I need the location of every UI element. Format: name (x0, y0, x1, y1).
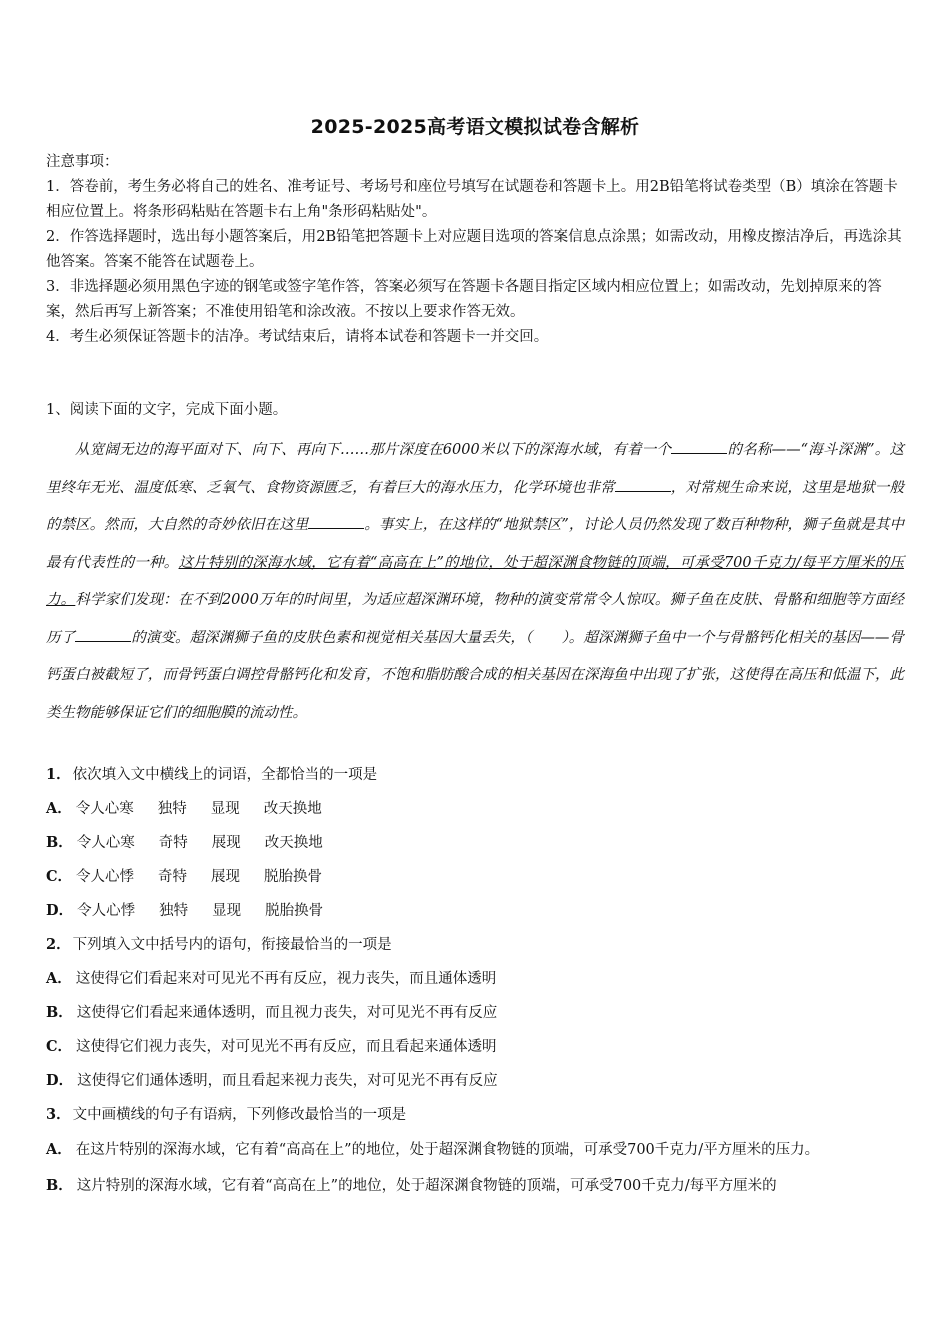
q2-option-b (46, 996, 904, 1030)
notice-item: 1．答卷前，考生务必将自己的姓名、准考证号、考场号和座位号填写在试题卷和答题卡上。用2B铅笔将试卷类型（B）填涂在答题卡相应位置上。将条形码粘贴在答题卡右上角"条形码粘贴处"。 (46, 179, 898, 220)
q1-option-b (46, 826, 904, 860)
question-stem: 下列填入文中括号内的语句，衔接最恰当的一项是 (72, 937, 392, 953)
q2-option-d (46, 1064, 904, 1098)
option-word: 改天换地 (264, 835, 323, 851)
option-word: 显现 (210, 801, 240, 817)
page-title: 2025-2025高考语文模拟试卷含解析 (310, 116, 640, 138)
option-word: 脱胎换骨 (265, 903, 324, 919)
option-word: 独特 (159, 903, 189, 919)
option-text: 这使得它们通体透明，而且看起来视力丧失，对可见光不再有反应 (77, 1073, 498, 1089)
passage-text: ，对常规生命来说，这里是地狱一般的禁区。然而，大自然的奇妙依旧在这里 (46, 479, 904, 533)
option-key: B． (46, 1177, 73, 1194)
notice-section (46, 150, 906, 350)
fill-blank (671, 439, 727, 454)
option-key: B． (46, 1004, 73, 1021)
option-word: 展现 (211, 835, 241, 851)
option-word: 脱胎换骨 (264, 869, 323, 885)
passage-paragraph (46, 432, 904, 732)
notice-heading: 注意事项： (46, 154, 119, 170)
option-word: 令人心寒 (76, 835, 135, 851)
passage-text: 。事实上，在这样的“地狱禁区”，讨论人员仍然发现了数百种物种，狮子鱼就是其中最有代表性的一种。 (46, 517, 904, 571)
q2-option-c (46, 1030, 904, 1064)
option-key: C． (46, 868, 73, 885)
passage-text: 从宽阔无边的海平面对下、向下、再向下……那片深度在6000米以下的深海水域，有着一个 (75, 442, 672, 458)
fill-blank (308, 514, 364, 529)
q3-option-a (46, 1132, 904, 1168)
question-1 (46, 758, 904, 792)
option-text: 在这片特别的深海水域，它有着“高高在上”的地位，处于超深渊食物链的顶端，可承受700千克力/平方厘米的压力。 (75, 1142, 820, 1158)
option-key: B． (46, 834, 73, 851)
question-number: 3． (46, 1106, 71, 1123)
option-text: 这使得它们视力丧失，对可见光不再有反应，而且看起来通体透明 (76, 1039, 497, 1055)
option-word: 奇特 (158, 835, 188, 851)
notice-item: 2．作答选择题时，选出每小题答案后，用2B铅笔把答题卡上对应题目选项的答案信息点涂黑；如需改动，用橡皮擦洁净后，再选涂其他答案。答案不能答在试题卷上。 (46, 229, 902, 270)
option-word: 令人心寒 (75, 801, 134, 817)
option-key: A． (46, 1141, 72, 1158)
option-word: 奇特 (158, 869, 188, 885)
passage-intro: 1、阅读下面的文字，完成下面小题。 (46, 402, 288, 418)
passage-text: 科学家们发现：在不到2000万年的时间里，为适应超深渊环境，物种的演变常常令人惊叹。狮子鱼在皮肤、骨骼和细胞等方面经历了 (46, 592, 904, 646)
q1-option-d (46, 894, 904, 928)
q1-option-a (46, 792, 904, 826)
reading-passage (46, 432, 904, 732)
option-word: 独特 (157, 801, 187, 817)
option-text: 这使得它们看起来对可见光不再有反应，视力丧失，而且通体透明 (75, 971, 497, 987)
question-3 (46, 1098, 904, 1132)
question-number: 2． (46, 936, 71, 953)
option-key: C． (46, 1038, 73, 1055)
option-text: 这使得它们看起来通体透明，而且视力丧失，对可见光不再有反应 (76, 1005, 498, 1021)
question-2 (46, 928, 904, 962)
option-word: 显现 (212, 903, 242, 919)
underlined-sentence: 这片特别的深海水域，它有着“高高在上”的地位，处于超深渊食物链的顶端，可承受700千克力/每平方厘米的压力。 (46, 554, 905, 608)
notice-item: 4．考生必须保证答题卡的洁净。考试结束后，请将本试卷和答题卡一并交回。 (46, 329, 549, 345)
notice-item: 3．非选择题必须用黑色字迹的钢笔或签字笔作答，答案必须写在答题卡各题目指定区域内相应位置上；如需改动，先划掉原来的答案，然后再写上新答案；不准使用铅笔和涂改液。不按以上要求作答无效。 (46, 279, 882, 320)
option-key: D． (46, 1072, 74, 1089)
option-word: 改天换地 (263, 801, 322, 817)
question-number: 1． (46, 766, 71, 783)
q3-option-b (46, 1168, 904, 1204)
passage-text: 的演变。超深渊狮子鱼的皮肤色素和视觉相关基因大量丢失，（ ）。超深渊狮子鱼中一个与骨骼钙化相关的基因——骨钙蛋白被截短了，而骨钙蛋白调控骨骼钙化和发育，不饱和脂肪酸合成的相关基因在深海鱼中出现了扩张，这使得在高压和低温下，此类生物能够保证它们的细胞膜的流动性。 (46, 629, 905, 721)
question-stem: 依次填入文中横线上的词语，全都恰当的一项是 (72, 767, 378, 783)
option-key: D． (46, 902, 74, 919)
option-text: 这片特别的深海水域，它有着“高高在上”的地位，处于超深渊食物链的顶端，可承受700千克力/每平方厘米的 (76, 1178, 777, 1194)
fill-blank (75, 627, 131, 642)
passage-text: 的名称——“海斗深渊”。这里终年无光、温度低寒、乏氧气、食物资源匮乏，有着巨大的海水压力，化学环境也非常 (46, 442, 904, 496)
option-key: A． (46, 970, 72, 987)
q1-option-c (46, 860, 904, 894)
fill-blank (615, 477, 671, 492)
q2-option-a (46, 962, 904, 996)
questions-section (46, 758, 904, 1204)
option-word: 展现 (211, 869, 241, 885)
option-key: A． (46, 800, 72, 817)
option-word: 令人心悸 (76, 869, 135, 885)
option-word: 令人心悸 (77, 903, 136, 919)
question-stem: 文中画横线的句子有语病，下列修改最恰当的一项是 (72, 1107, 407, 1123)
